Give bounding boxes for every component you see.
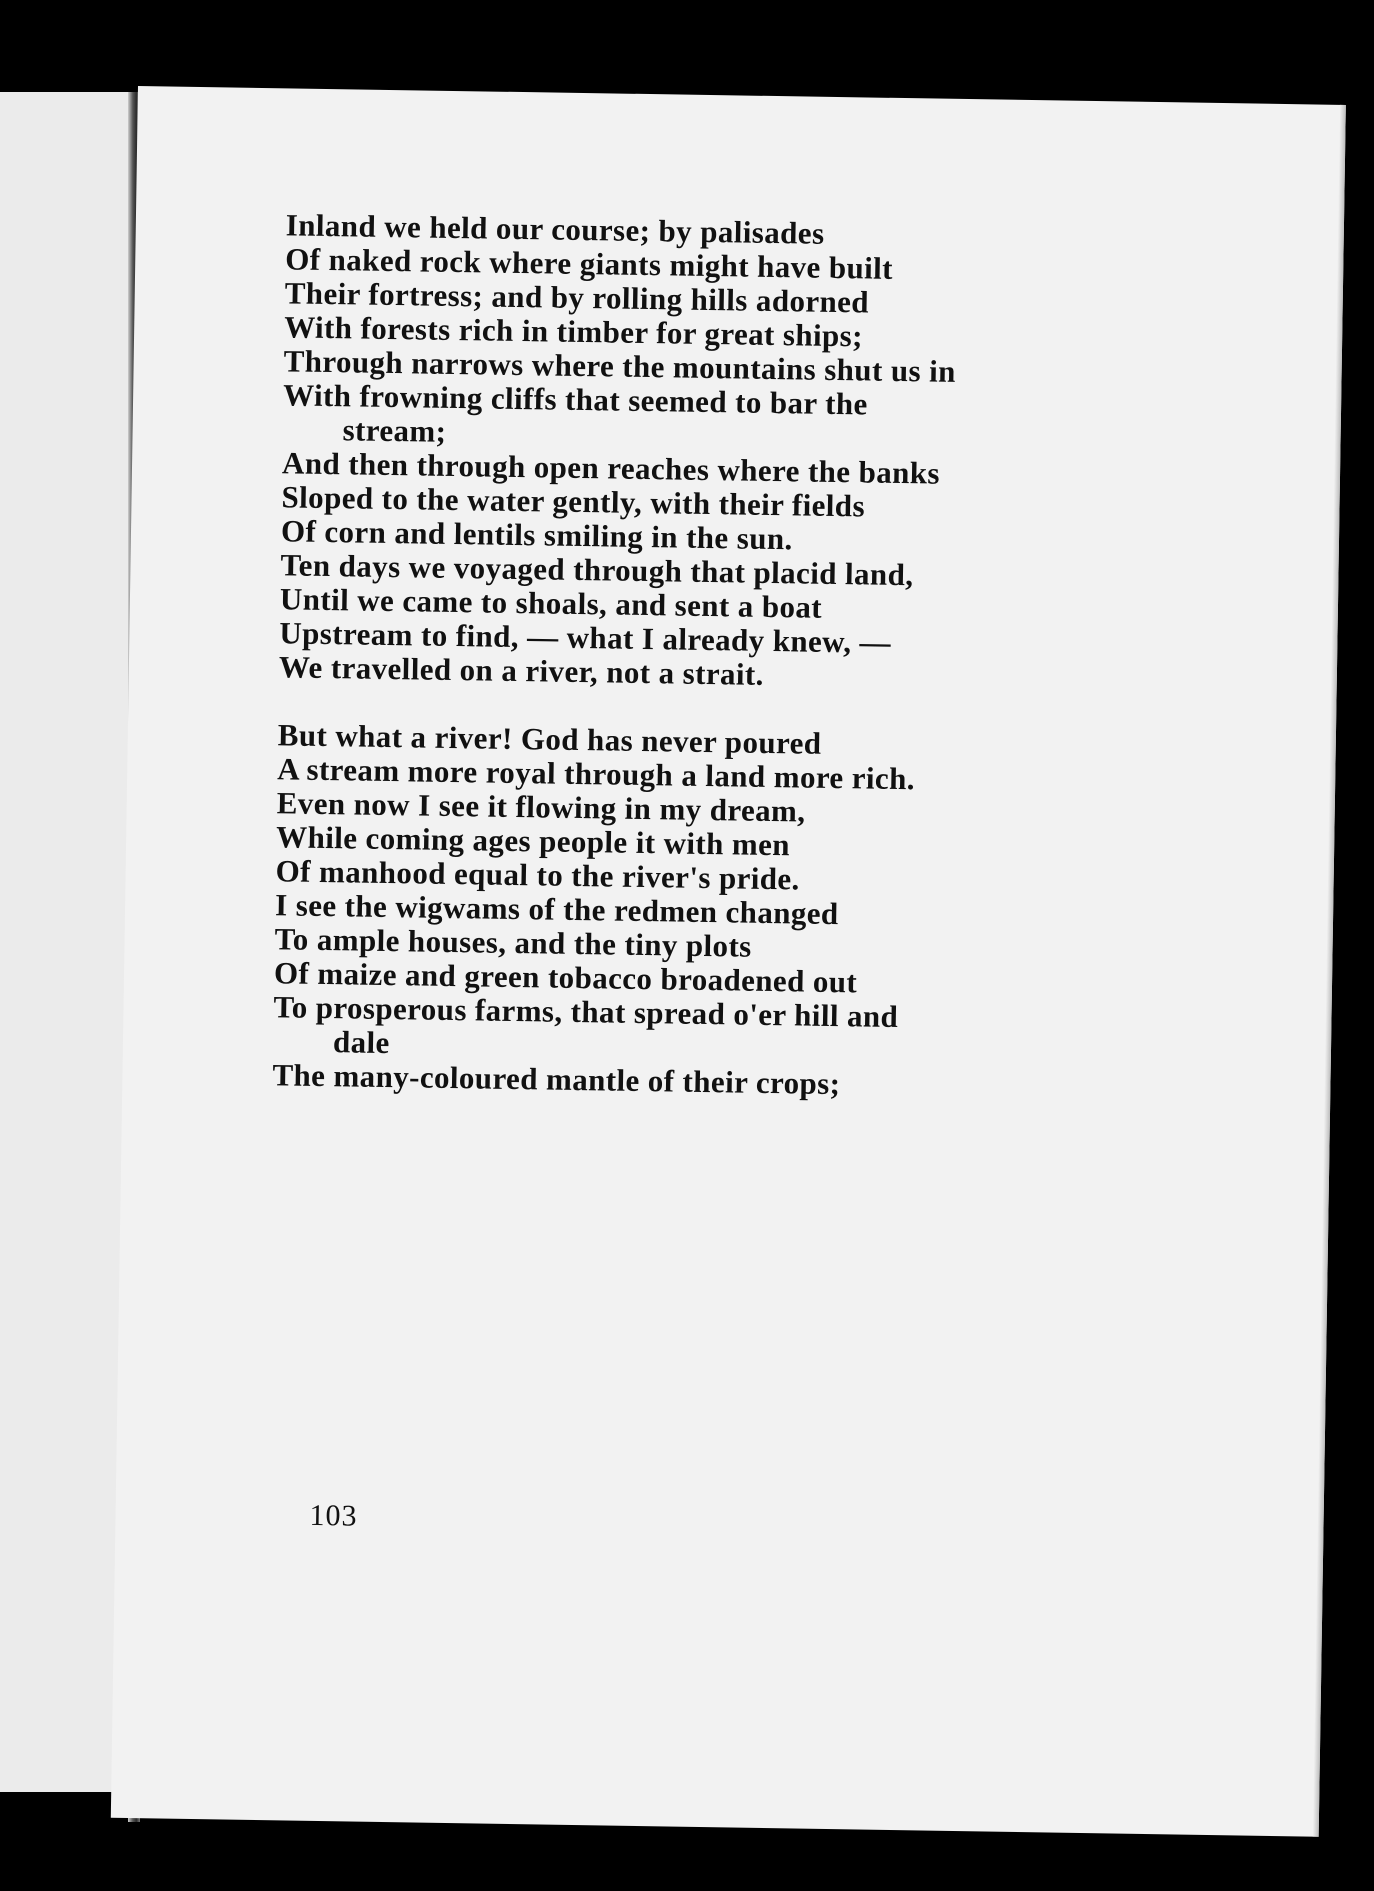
poem-line: But what a river! God has never poured	[277, 717, 822, 761]
poem-line: Of maize and green tobacco broadened out	[273, 955, 858, 1000]
page-edge-shadow	[1313, 105, 1346, 1837]
poem-line: Ten days we voyaged through that placid land,	[280, 547, 914, 593]
poem-text	[272, 208, 958, 1102]
poem-line: Inland we held our course; by palisades	[285, 207, 825, 251]
poem-line: While coming ages people it with men	[275, 819, 791, 863]
poem-line: The many-coloured mantle of their crops;	[272, 1057, 841, 1102]
poem-line: To ample houses, and the tiny plots	[274, 921, 752, 964]
poem-line: Through narrows where the mountains shut us in	[283, 343, 957, 389]
poem-line: Upstream to find, — what I already knew, —	[279, 615, 892, 660]
facing-page-edge	[0, 92, 130, 1792]
poem-line: We travelled on a river, not a strait.	[278, 649, 765, 692]
poem-line: Of naked rock where giants might have built	[285, 241, 894, 286]
poem-line: To prosperous farms, that spread o'er hill and	[273, 989, 899, 1035]
poem-line: With frowning cliffs that seemed to bar the	[282, 377, 869, 422]
page-number: 103	[309, 1498, 358, 1533]
poem-line: Of manhood equal to the river's pride.	[275, 853, 801, 897]
poem-line: Their fortress; and by rolling hills adorned	[284, 275, 870, 320]
stanza	[272, 718, 950, 1103]
stanza	[279, 208, 959, 694]
poem-line: I see the wigwams of the redmen changed	[274, 887, 839, 932]
book-page	[111, 86, 1346, 1837]
poem-line: Sloped to the water gently, with their fields	[281, 479, 866, 524]
poem-line-continuation: dale	[332, 1024, 390, 1061]
poem-line: Of corn and lentils smiling in the sun.	[280, 513, 793, 557]
poem-line: Even now I see it flowing in my dream,	[276, 785, 806, 829]
poem-line: Until we came to shoals, and sent a boat	[279, 581, 823, 625]
poem-line: A stream more royal through a land more rich.	[277, 751, 916, 797]
poem-line: And then through open reaches where the banks	[281, 445, 941, 491]
poem-line-continuation: stream;	[342, 412, 447, 449]
poem-line: With forests rich in timber for great ships;	[283, 309, 864, 354]
